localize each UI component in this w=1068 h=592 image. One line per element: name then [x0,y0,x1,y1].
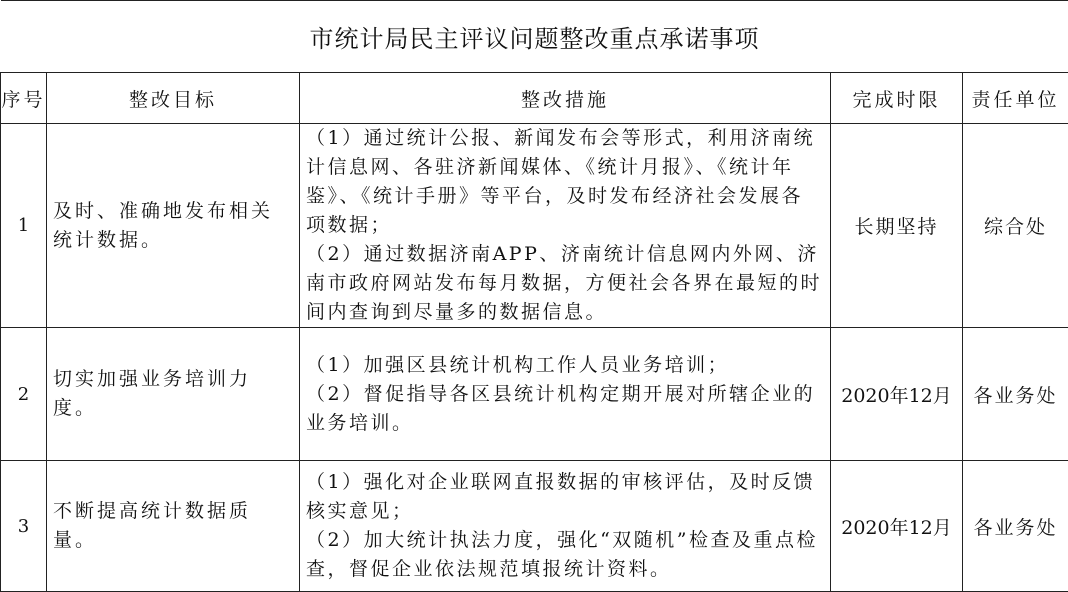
measure-item: （2）加大统计执法力度，强化“双随机”检查及重点检查，督促企业依法规范填报统计资料。 [306,526,824,584]
table-row [1,124,1068,328]
col-header-no: 序号 [1,73,47,124]
row-goal: 及时、准确地发布相关统计数据。 [47,124,300,328]
row-unit: 各业务处 [963,328,1068,461]
row-number: 3 [1,461,47,592]
row-deadline: 长期坚持 [831,124,963,328]
row-unit: 综合处 [963,124,1068,328]
col-header-unit: 责任单位 [963,73,1068,124]
col-header-goal: 整改目标 [47,73,300,124]
col-header-deadline: 完成时限 [831,73,963,124]
measure-item: （1）通过统计公报、新闻发布会等形式，利用济南统计信息网、各驻济新闻媒体、《统计月报》、《统计年鉴》、《统计手册》等平台，及时发布经济社会发展各项数据； [306,124,824,240]
row-deadline: 2020年12月 [831,461,963,592]
row-goal: 不断提高统计数据质量。 [47,461,300,592]
header-row [1,73,1068,124]
row-measures [300,461,831,592]
measure-item: （2）通过数据济南APP、济南统计信息网内外网、济南市政府网站发布每月数据，方便社会各界在最短的时间内查询到尽量多的数据信息。 [306,240,824,327]
row-measures [300,328,831,461]
table-row [1,461,1068,592]
row-unit: 各业务处 [963,461,1068,592]
row-number: 1 [1,124,47,328]
row-number: 2 [1,328,47,461]
measure-item: （1）强化对企业联网直报数据的审核评估，及时反馈核实意见； [306,468,824,526]
row-deadline: 2020年12月 [831,328,963,461]
table-row [1,328,1068,461]
measure-item: （1）加强区县统计机构工作人员业务培训； [306,351,824,380]
measure-item: （2）督促指导各区县统计机构定期开展对所辖企业的业务培训。 [306,380,824,438]
row-goal: 切实加强业务培训力度。 [47,328,300,461]
col-header-measures: 整改措施 [300,73,831,124]
row-measures [300,124,831,328]
table-title: 市统计局民主评议问题整改重点承诺事项 [1,1,1068,73]
